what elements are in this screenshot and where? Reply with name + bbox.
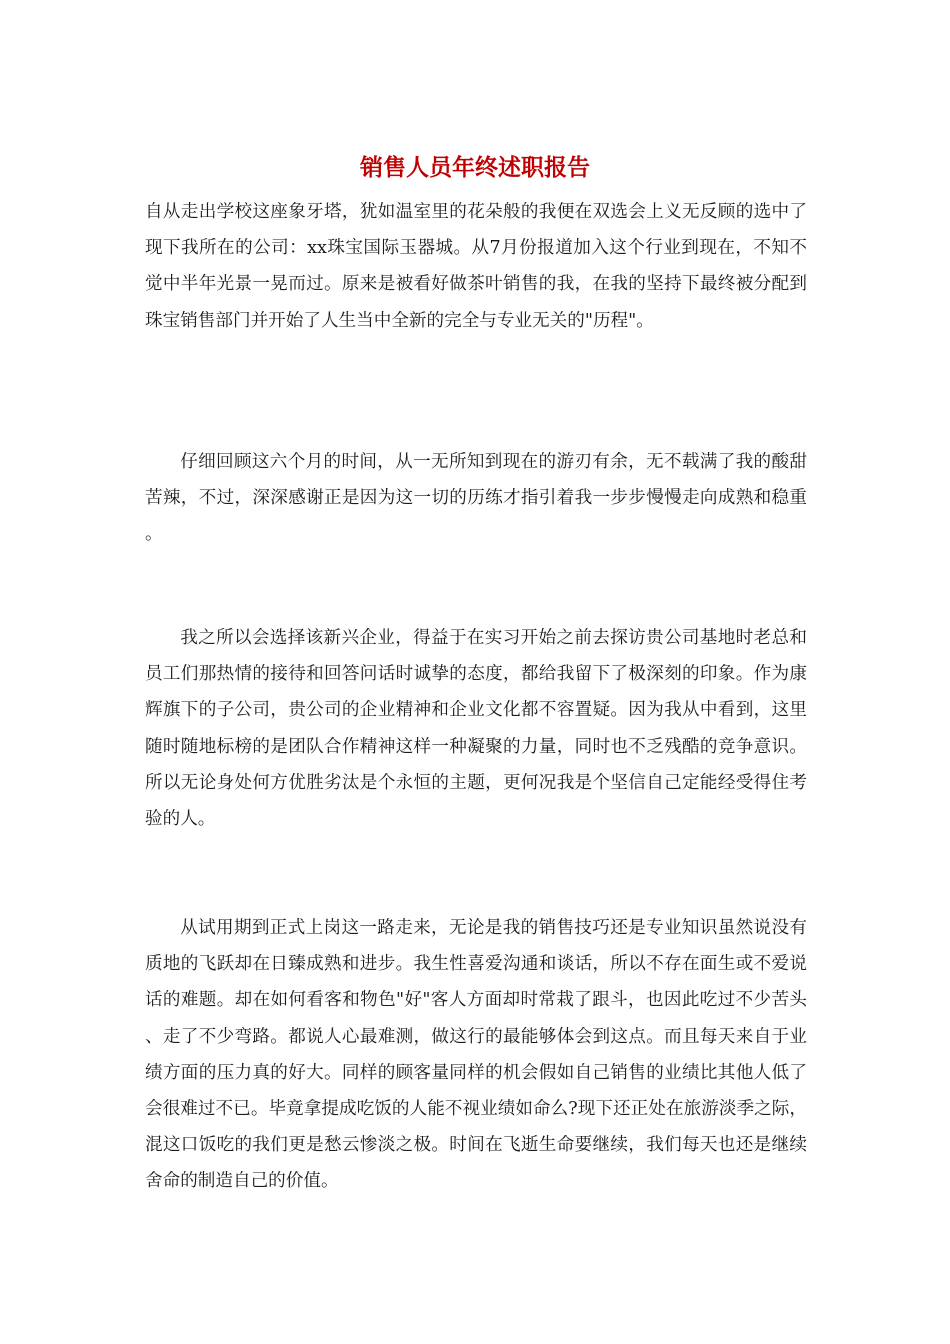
paragraph-company-choice: 我之所以会选择该新兴企业，得益于在实习开始之前去探访贵公司基地时老总和员工们那热情的接待和回答问话时诚挚的态度，都给我留下了极深刻的印象。作为康辉旗下的子公司，贵公司的企业精神和企业文化都不容置疑。因为我从中看到，这里随时随地标榜的是团队合作精神这样一种凝聚的力量，同时也不乏残酷的竞争意识。所以无论身处何方优胜劣汰是个永恒的主题，更何况我是个坚信自己定能经受得住考验的人。	[145, 628, 807, 830]
paragraph-sales-experience: 从试用期到正式上岗这一路走来，无论是我的销售技巧还是专业知识虽然说没有质地的飞跃却在日臻成熟和进步。我生性喜爱沟通和谈话，所以不存在面生或不爱说话的难题。却在如何看客和物色"好"客人方面却时常栽了跟斗，也因此吃过不少苦头、走了不少弯路。都说人心最难测，做这行的最能够体会到这点。而且每天来自于业绩方面的压力真的好大。同样的顾客量同样的机会假如自己销售的业绩比其他人低了会很难过不已。毕竟拿提成吃饭的人能不视业绩如命么?现下还正处在旅游淡季之际，混这口饭吃的我们更是愁云惨淡之极。时间在飞逝生命要继续，我们每天也还是继续舍命的制造自己的价值。	[145, 918, 807, 1192]
paragraph-review: 仔细回顾这六个月的时间，从一无所知到现在的游刃有余，无不载满了我的酸甜苦辣，不过，深深感谢正是因为这一切的历练才指引着我一步步慢慢走向成熟和稳重。	[145, 452, 807, 545]
paragraph-intro: 自从走出学校这座象牙塔，犹如温室里的花朵般的我便在双选会上义无反顾的选中了现下我所在的公司：xx珠宝国际玉器城。从7月份报道加入这个行业到现在，不知不觉中半年光景一晃而过。原来是被看好做茶叶销售的我，在我的坚持下最终被分配到珠宝销售部门并开始了人生当中全新的完全与专业无关的"历程"。	[145, 202, 807, 331]
document-title: 销售人员年终述职报告	[360, 154, 590, 181]
